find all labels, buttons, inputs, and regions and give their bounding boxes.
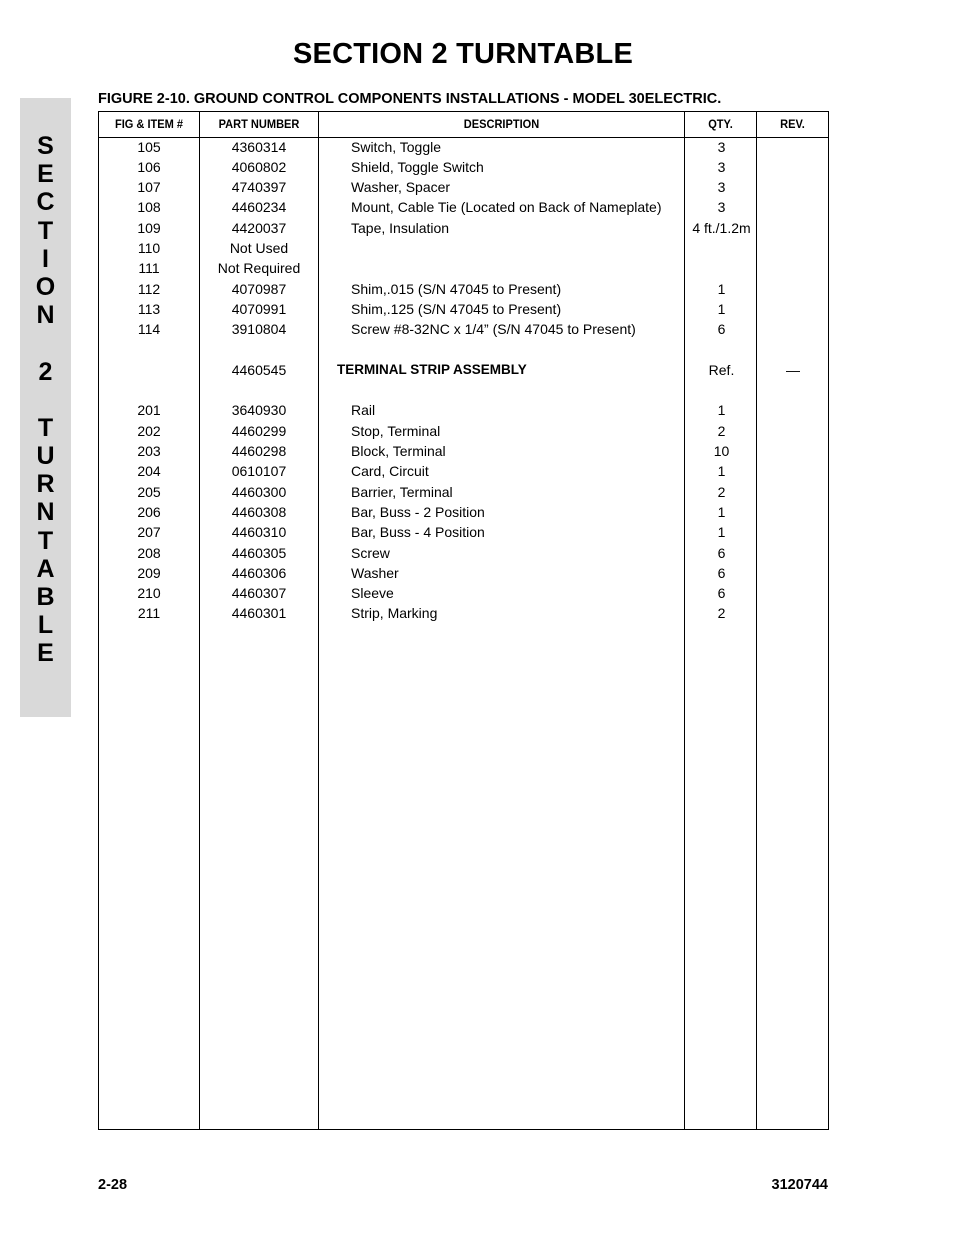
item-cell: 111 xyxy=(138,260,160,277)
part-number-cell: 3910804 xyxy=(231,321,287,338)
description-cell: Sleeve xyxy=(351,585,394,602)
table-row xyxy=(99,400,828,420)
item-cell: 105 xyxy=(137,138,161,155)
item-cell: 211 xyxy=(137,605,161,622)
table-row xyxy=(99,137,828,157)
side-tab-letter: U xyxy=(36,442,55,471)
page-title: SECTION 2 TURNTABLE xyxy=(293,38,633,70)
item-cell: 107 xyxy=(137,179,161,196)
item-cell: 209 xyxy=(137,564,161,581)
qty-cell: 4 ft./1.2m xyxy=(692,219,751,236)
side-tab-letter: E xyxy=(37,160,54,189)
qty-cell: 1 xyxy=(717,280,726,297)
header-rev: REV. xyxy=(780,117,805,131)
description-cell: Screw #8-32NC x 1/4” (S/N 47045 to Present) xyxy=(351,321,636,338)
description-cell: Rail xyxy=(351,402,376,419)
side-tab-letter: L xyxy=(37,611,54,640)
item-cell: 201 xyxy=(137,402,161,419)
table-row xyxy=(99,258,828,278)
qty-cell: 3 xyxy=(717,179,726,196)
table-row xyxy=(99,563,828,583)
table-row xyxy=(99,583,828,603)
qty-cell: 10 xyxy=(713,443,730,459)
part-number-cell: 4460234 xyxy=(231,199,287,216)
item-cell: 110 xyxy=(137,240,161,256)
part-number-cell: 4070991 xyxy=(231,300,287,317)
description-cell: Bar, Buss - 2 Position xyxy=(351,503,485,520)
description-cell: Shim,.125 (S/N 47045 to Present) xyxy=(351,300,562,317)
side-tab-letter: S xyxy=(37,132,54,160)
table-row xyxy=(99,157,828,177)
item-cell: 114 xyxy=(137,321,161,338)
header-qty: QTY. xyxy=(708,117,733,131)
table-row xyxy=(99,238,828,258)
table-row xyxy=(99,360,828,380)
table-row xyxy=(99,543,828,563)
qty-cell: 1 xyxy=(717,463,726,480)
table-row xyxy=(99,218,828,238)
part-number-cell: 4420037 xyxy=(231,219,287,236)
rev-cell: — xyxy=(786,361,800,378)
side-tab-letter: N xyxy=(36,301,55,330)
description-cell: Stop, Terminal xyxy=(351,422,441,439)
table-row xyxy=(99,197,828,217)
part-number-cell: 0610107 xyxy=(231,463,287,480)
header-description: DESCRIPTION xyxy=(463,117,540,131)
item-cell: 206 xyxy=(137,503,161,520)
qty-cell: 1 xyxy=(717,402,726,419)
table-row xyxy=(99,461,828,481)
description-cell: TERMINAL STRIP ASSEMBLY xyxy=(337,361,527,377)
description-cell: Switch, Toggle xyxy=(351,138,442,155)
qty-cell: 1 xyxy=(717,503,726,520)
table-row xyxy=(99,380,828,400)
item-cell: 112 xyxy=(137,280,161,297)
side-tab-letter: T xyxy=(37,216,54,245)
item-cell: 210 xyxy=(137,585,161,602)
table-row xyxy=(99,502,828,522)
table-row xyxy=(99,441,828,461)
description-cell: Mount, Cable Tie (Located on Back of Nameplate) xyxy=(351,199,662,216)
qty-cell: 1 xyxy=(717,300,726,317)
description-cell: Block, Terminal xyxy=(351,443,446,459)
qty-cell: 3 xyxy=(717,199,726,216)
qty-cell: 6 xyxy=(717,585,726,602)
description-cell: Bar, Buss - 4 Position xyxy=(351,524,485,541)
page-number: 2-28 xyxy=(98,1177,128,1193)
description-cell: Card, Circuit xyxy=(351,463,429,480)
item-cell: 205 xyxy=(137,483,161,500)
part-number-cell: 4460301 xyxy=(231,605,287,622)
item-cell: 208 xyxy=(137,544,161,561)
part-number-cell: 4360314 xyxy=(231,138,287,155)
part-number-cell: 4460308 xyxy=(231,503,287,520)
side-tab-label xyxy=(20,132,71,668)
description-cell: Washer xyxy=(351,564,399,581)
document-number: 3120744 xyxy=(771,1177,828,1193)
part-number-cell: 4460299 xyxy=(231,422,287,439)
side-tab-letter: A xyxy=(36,554,55,583)
item-cell: 113 xyxy=(137,300,161,317)
item-cell: 106 xyxy=(137,158,161,175)
side-tab-letter: O xyxy=(35,272,56,301)
part-number-cell: 4460310 xyxy=(231,524,287,541)
qty-cell: 3 xyxy=(717,138,726,155)
qty-cell: 2 xyxy=(717,605,726,622)
table-row xyxy=(99,482,828,502)
parts-table xyxy=(98,111,829,1130)
description-cell: Shield, Toggle Switch xyxy=(351,158,484,175)
side-tab-letter: C xyxy=(36,188,55,217)
figure-caption: FIGURE 2-10. GROUND CONTROL COMPONENTS INSTALLATIONS - MODEL 30ELECTRIC. xyxy=(98,91,722,107)
side-tab-letter: B xyxy=(36,583,55,611)
qty-cell: 2 xyxy=(717,422,726,439)
qty-cell: 6 xyxy=(717,321,726,338)
part-number-cell: 4070987 xyxy=(231,280,287,297)
item-cell: 108 xyxy=(137,199,161,216)
description-cell: Strip, Marking xyxy=(351,605,438,622)
description-cell: Shim,.015 (S/N 47045 to Present) xyxy=(351,280,562,297)
side-tab-letter: T xyxy=(37,413,54,442)
description-cell: Washer, Spacer xyxy=(351,179,451,196)
item-cell: 204 xyxy=(137,463,161,480)
item-cell: 109 xyxy=(137,219,161,236)
part-number-cell: Not Used xyxy=(229,240,289,256)
qty-cell: 6 xyxy=(717,544,726,561)
description-cell: Barrier, Terminal xyxy=(351,483,453,500)
side-tab-letter: 2 xyxy=(38,357,53,386)
part-number-cell: 4460307 xyxy=(231,585,287,602)
header-item: FIG & ITEM # xyxy=(114,117,184,131)
side-tab-letter: T xyxy=(37,526,54,555)
side-tab-letter: E xyxy=(37,639,54,668)
table-row xyxy=(99,177,828,197)
part-number-cell: 4460298 xyxy=(231,443,287,459)
description-cell: Screw xyxy=(351,544,390,561)
header-part-number: PART NUMBER xyxy=(218,117,300,131)
part-number-cell: Not Required xyxy=(217,260,301,277)
part-number-cell: 4460545 xyxy=(231,361,287,378)
description-cell: Tape, Insulation xyxy=(351,219,450,236)
table-row xyxy=(99,299,828,319)
table-row xyxy=(99,279,828,299)
section-side-tab xyxy=(20,98,71,717)
item-cell: 207 xyxy=(137,524,161,541)
qty-cell: 6 xyxy=(717,564,726,581)
table-row xyxy=(99,603,828,623)
item-cell: 202 xyxy=(137,422,161,439)
qty-cell: Ref. xyxy=(708,361,735,378)
table-row xyxy=(99,522,828,542)
side-tab-letter: R xyxy=(36,470,55,499)
qty-cell: 1 xyxy=(717,524,726,541)
table-row xyxy=(99,421,828,441)
side-tab-letter: I xyxy=(42,244,49,273)
table-row xyxy=(99,340,828,360)
table-row xyxy=(99,319,828,339)
part-number-cell: 4460306 xyxy=(231,564,287,581)
part-number-cell: 4460300 xyxy=(231,483,287,500)
side-tab-letter: N xyxy=(36,498,55,527)
qty-cell: 2 xyxy=(717,483,726,500)
part-number-cell: 4060802 xyxy=(231,158,287,175)
part-number-cell: 4460305 xyxy=(231,544,287,561)
qty-cell: 3 xyxy=(717,158,726,175)
part-number-cell: 3640930 xyxy=(231,402,287,419)
part-number-cell: 4740397 xyxy=(231,179,287,196)
item-cell: 203 xyxy=(137,443,161,459)
